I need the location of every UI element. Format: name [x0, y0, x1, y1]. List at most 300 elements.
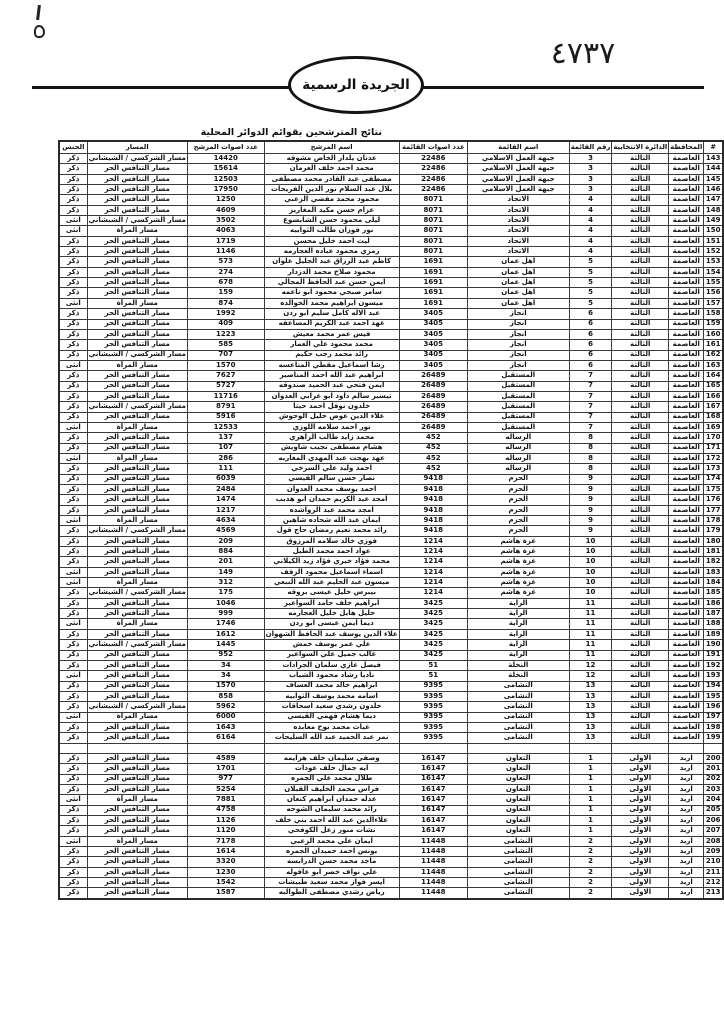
cell-list-votes: 11448 — [399, 888, 467, 899]
cell-governorate: العاصمة — [669, 526, 704, 536]
cell-gender: انثى — [59, 516, 87, 526]
cell-track: مسار الشركسي / الشيشاني — [87, 350, 187, 360]
cell-governorate: اربد — [669, 764, 704, 774]
cell-list-name: النشامى — [467, 847, 569, 857]
cell-list-name: النخلة — [467, 660, 569, 670]
cell-list-votes: 9418 — [399, 526, 467, 536]
cell-gender: انثى — [59, 567, 87, 577]
cell-list-name: انجاز — [467, 309, 569, 319]
cell-track: مسار التنافس الحر — [87, 371, 187, 381]
cell-candidate-votes: 17950 — [187, 185, 264, 195]
cell-governorate: العاصمة — [669, 381, 704, 391]
cell-candidate-votes: 1250 — [187, 195, 264, 205]
cell-candidate-name: ليلى محمود حسن الشابسوغ — [264, 216, 399, 226]
result-row — [59, 660, 723, 670]
cell-list-number: 8 — [569, 453, 612, 463]
cell-district: الثالثة — [612, 443, 669, 453]
cell-candidate-votes: 1643 — [187, 722, 264, 732]
cell-list-name: اهل عمان — [467, 298, 569, 308]
header-row-number: # — [704, 141, 723, 154]
cell-list-votes: 1214 — [399, 578, 467, 588]
cell-list-number: 6 — [569, 350, 612, 360]
cell-track: مسار التنافس الحر — [87, 257, 187, 267]
cell-row-number: 147 — [704, 195, 723, 205]
cell-row-number: 211 — [704, 867, 723, 877]
cell-district: الثالثة — [612, 660, 669, 670]
cell-candidate-votes: 1587 — [187, 888, 264, 899]
cell-list-number: 6 — [569, 340, 612, 350]
cell-list-number: 6 — [569, 319, 612, 329]
cell-gender: ذكر — [59, 526, 87, 536]
cell-district: الثالثة — [612, 505, 669, 515]
cell-list-number: 1 — [569, 826, 612, 836]
cell-governorate: العاصمة — [669, 578, 704, 588]
result-row — [59, 826, 723, 836]
cell-governorate: العاصمة — [669, 278, 704, 288]
result-row — [59, 505, 723, 515]
cell-list-name: النشامى — [467, 722, 569, 732]
cell-candidate-name: خليل هايل خليل العجارمه — [264, 609, 399, 619]
cell-list-name: المستقبل — [467, 371, 569, 381]
cell-gender: ذكر — [59, 391, 87, 401]
cell-row-number: 172 — [704, 453, 723, 463]
cell-candidate-votes: 1474 — [187, 495, 264, 505]
cell-governorate: العاصمة — [669, 464, 704, 474]
cell-candidate-name: ديما ايمن عيسى ابو ردن — [264, 619, 399, 629]
cell-district: الثالثة — [612, 567, 669, 577]
cell-candidate-name: امجد محمد عبد الرواشده — [264, 505, 399, 515]
result-row — [59, 847, 723, 857]
cell-gender: ذكر — [59, 722, 87, 732]
cell-district: الثالثة — [612, 722, 669, 732]
cell-list-votes: 1691 — [399, 267, 467, 277]
cell-list-name: الراية — [467, 640, 569, 650]
cell-gender: ذكر — [59, 185, 87, 195]
cell-list-number: 8 — [569, 464, 612, 474]
cell-candidate-name: محمد فؤاد خيري فؤاد زيد الكيلاني — [264, 557, 399, 567]
cell-track: مسار التنافس الحر — [87, 857, 187, 867]
cell-candidate-votes: 201 — [187, 557, 264, 567]
cell-governorate: العاصمة — [669, 402, 704, 412]
cell-candidate-votes: 573 — [187, 257, 264, 267]
cell-list-votes: 22486 — [399, 174, 467, 184]
cell-candidate-votes: 4589 — [187, 753, 264, 763]
cell-gender: ذكر — [59, 588, 87, 598]
result-row — [59, 216, 723, 226]
cell-row-number: 184 — [704, 578, 723, 588]
result-row — [59, 288, 723, 298]
cell-governorate: العاصمة — [669, 226, 704, 236]
cell-list-number: 11 — [569, 619, 612, 629]
cell-governorate: اربد — [669, 878, 704, 888]
cell-row-number: 189 — [704, 629, 723, 639]
cell-candidate-name: عبد الاله كامل سليم ابو ردن — [264, 309, 399, 319]
cell-governorate: العاصمة — [669, 340, 704, 350]
cell-candidate-votes: 12503 — [187, 174, 264, 184]
cell-candidate-votes: 5254 — [187, 784, 264, 794]
cell-candidate-name: رائد محمد رجب حكيم — [264, 350, 399, 360]
cell-governorate: العاصمة — [669, 164, 704, 174]
cell-candidate-name: فراس محمد الخليف القبلان — [264, 784, 399, 794]
cell-gender: ذكر — [59, 826, 87, 836]
cell-row-number: 153 — [704, 257, 723, 267]
cell-list-name: النشامى — [467, 712, 569, 722]
cell-gender: ذكر — [59, 464, 87, 474]
cell-list-name: انجاز — [467, 350, 569, 360]
cell-governorate: العاصمة — [669, 236, 704, 246]
result-row — [59, 805, 723, 815]
cell-list-number: 9 — [569, 505, 612, 515]
cell-row-number: 145 — [704, 174, 723, 184]
cell-list-number: 6 — [569, 309, 612, 319]
cell-list-name: غزة هاشم — [467, 567, 569, 577]
cell-row-number: 190 — [704, 640, 723, 650]
cell-track: مسار التنافس الحر — [87, 805, 187, 815]
cell-list-votes: 452 — [399, 443, 467, 453]
cell-list-name: التعاون — [467, 753, 569, 763]
cell-list-number: 7 — [569, 391, 612, 401]
cell-list-name: جبهة العمل الاسلامي — [467, 154, 569, 164]
cell-list-number: 8 — [569, 433, 612, 443]
cell-candidate-votes: 1126 — [187, 816, 264, 826]
cell-row-number: 162 — [704, 350, 723, 360]
cell-list-name: انجاز — [467, 319, 569, 329]
cell-row-number: 177 — [704, 505, 723, 515]
cell-candidate-name: ابراهيم خلف حامد السواعير — [264, 598, 399, 608]
cell-gender: ذكر — [59, 164, 87, 174]
cell-track: مسار التنافس الحر — [87, 236, 187, 246]
cell-list-number: 13 — [569, 712, 612, 722]
cell-list-number: 3 — [569, 164, 612, 174]
cell-list-name: الحزم — [467, 485, 569, 495]
cell-list-name: النشامى — [467, 733, 569, 743]
cell-row-number: 183 — [704, 567, 723, 577]
cell-governorate: العاصمة — [669, 185, 704, 195]
cell-list-number: 9 — [569, 485, 612, 495]
cell-district: الثالثة — [612, 154, 669, 164]
cell-candidate-votes: 952 — [187, 650, 264, 660]
cell-governorate: اربد — [669, 847, 704, 857]
cell-governorate: العاصمة — [669, 536, 704, 546]
cell-list-name: التعاون — [467, 805, 569, 815]
cell-list-votes: 16147 — [399, 764, 467, 774]
cell-list-name: جبهة العمل الاسلامي — [467, 164, 569, 174]
cell-candidate-votes: 7881 — [187, 795, 264, 805]
result-row — [59, 784, 723, 794]
cell-list-name: الراية — [467, 598, 569, 608]
cell-gender: ذكر — [59, 381, 87, 391]
cell-gender: ذكر — [59, 640, 87, 650]
result-row — [59, 154, 723, 164]
cell-district: الثالثة — [612, 536, 669, 546]
cell-track: مسار التنافس الحر — [87, 288, 187, 298]
cell-list-votes: 11448 — [399, 847, 467, 857]
cell-district: الاولى — [612, 867, 669, 877]
cell-candidate-name: عزام حسن مكيد المغاريز — [264, 205, 399, 215]
cell-candidate-name: عهد بهجت عبد المهدي المغاربه — [264, 453, 399, 463]
cell-list-number: 10 — [569, 578, 612, 588]
cell-candidate-name: عواد احمد محمد الطيل — [264, 547, 399, 557]
cell-district: الاولى — [612, 805, 669, 815]
cell-governorate: العاصمة — [669, 588, 704, 598]
cell-list-name: انجاز — [467, 360, 569, 370]
cell-list-votes: 26489 — [399, 422, 467, 432]
cell-row-number: 146 — [704, 185, 723, 195]
cell-list-number: 11 — [569, 598, 612, 608]
cell-track: مسار المرأة — [87, 226, 187, 236]
cell-gender: ذكر — [59, 267, 87, 277]
cell-list-votes: 3405 — [399, 319, 467, 329]
cell-gender: انثى — [59, 453, 87, 463]
cell-row-number: 204 — [704, 795, 723, 805]
result-row — [59, 650, 723, 660]
result-row — [59, 309, 723, 319]
cell-gender: ذكر — [59, 154, 87, 164]
cell-candidate-name: ميسون عبد الحليم عبد الله النبعي — [264, 578, 399, 588]
cell-row-number: 175 — [704, 485, 723, 495]
result-row — [59, 557, 723, 567]
cell-track: مسار التنافس الحر — [87, 567, 187, 577]
result-row — [59, 536, 723, 546]
cell-candidate-votes: 1120 — [187, 826, 264, 836]
cell-candidate-votes: 14420 — [187, 154, 264, 164]
cell-gender: انثى — [59, 619, 87, 629]
cell-gender: ذكر — [59, 681, 87, 691]
cell-track: مسار التنافس الحر — [87, 278, 187, 288]
cell-district: الثالثة — [612, 381, 669, 391]
cell-governorate: العاصمة — [669, 412, 704, 422]
cell-row-number: 167 — [704, 402, 723, 412]
cell-gender: ذكر — [59, 857, 87, 867]
cell-candidate-votes: 874 — [187, 298, 264, 308]
cell-list-name: المستقبل — [467, 381, 569, 391]
cell-gender: ذكر — [59, 350, 87, 360]
cell-list-number: 1 — [569, 774, 612, 784]
cell-district: الثالثة — [612, 702, 669, 712]
cell-gender: ذكر — [59, 236, 87, 246]
cell-track: مسار التنافس الحر — [87, 412, 187, 422]
cell-row-number: 205 — [704, 805, 723, 815]
cell-candidate-votes: 149 — [187, 567, 264, 577]
cell-track: مسار التنافس الحر — [87, 536, 187, 546]
cell-governorate: العاصمة — [669, 309, 704, 319]
result-row — [59, 350, 723, 360]
cell-governorate: العاصمة — [669, 505, 704, 515]
cell-gender: انثى — [59, 836, 87, 846]
cell-district: الثالثة — [612, 174, 669, 184]
cell-governorate: اربد — [669, 816, 704, 826]
cell-candidate-votes: 884 — [187, 547, 264, 557]
cell-candidate-votes: 1230 — [187, 867, 264, 877]
cell-governorate: العاصمة — [669, 288, 704, 298]
cell-track: مسار التنافس الحر — [87, 764, 187, 774]
cell-district: الثالثة — [612, 205, 669, 215]
cell-row-number: 171 — [704, 443, 723, 453]
cell-row-number: 152 — [704, 247, 723, 257]
cell-candidate-votes: 111 — [187, 464, 264, 474]
cell-candidate-votes: 1046 — [187, 598, 264, 608]
cell-gender: ذكر — [59, 443, 87, 453]
cell-gender: ذكر — [59, 650, 87, 660]
cell-governorate: اربد — [669, 888, 704, 899]
cell-gender: ذكر — [59, 660, 87, 670]
cell-candidate-name: محمود محمد مفضي الزعبي — [264, 195, 399, 205]
cell-track: مسار الشركسي / الشيشاني — [87, 402, 187, 412]
result-row — [59, 174, 723, 184]
cell-list-votes: 16147 — [399, 795, 467, 805]
cell-track: مسار المرأة — [87, 360, 187, 370]
cell-governorate: العاصمة — [669, 433, 704, 443]
cell-list-name: الراية — [467, 619, 569, 629]
cell-governorate: العاصمة — [669, 350, 704, 360]
cell-district: الثالثة — [612, 412, 669, 422]
cell-governorate: العاصمة — [669, 257, 704, 267]
cell-list-name: الرساله — [467, 443, 569, 453]
cell-list-name: المستقبل — [467, 402, 569, 412]
cell-candidate-name: خلدون رشدي سعيد اسحاقات — [264, 702, 399, 712]
cell-track: مسار التنافس الحر — [87, 195, 187, 205]
cell-district: الاولى — [612, 826, 669, 836]
result-row — [59, 267, 723, 277]
cell-district: الثالثة — [612, 691, 669, 701]
cell-row-number: 164 — [704, 371, 723, 381]
cell-candidate-name: فيصل غازي سلمان الجرادات — [264, 660, 399, 670]
cell-candidate-name: ايمان عبد الله شحاده شاهين — [264, 516, 399, 526]
cell-track: مسار الشركسي / الشيشاني — [87, 702, 187, 712]
result-row — [59, 888, 723, 899]
cell-list-name: المستقبل — [467, 422, 569, 432]
result-row — [59, 422, 723, 432]
cell-track: مسار التنافس الحر — [87, 722, 187, 732]
cell-candidate-name: نمر عبد الحميد عبد الله السليحات — [264, 733, 399, 743]
cell-list-name: النشامى — [467, 691, 569, 701]
cell-list-number: 10 — [569, 557, 612, 567]
cell-list-number: 13 — [569, 691, 612, 701]
cell-district: الثالثة — [612, 516, 669, 526]
cell-list-number: 2 — [569, 847, 612, 857]
cell-row-number: 192 — [704, 660, 723, 670]
cell-governorate: العاصمة — [669, 195, 704, 205]
cell-track — [87, 743, 187, 753]
cell-list-name: غزة هاشم — [467, 588, 569, 598]
cell-candidate-votes: 1542 — [187, 878, 264, 888]
cell-governorate: العاصمة — [669, 267, 704, 277]
cell-candidate-name: رمزي محمود عباده العجارمه — [264, 247, 399, 257]
cell-list-votes: 1691 — [399, 257, 467, 267]
result-row — [59, 226, 723, 236]
cell-track: مسار التنافس الحر — [87, 888, 187, 899]
cell-row-number: 185 — [704, 588, 723, 598]
cell-list-votes: 26489 — [399, 381, 467, 391]
result-row — [59, 764, 723, 774]
result-row — [59, 443, 723, 453]
cell-list-number: 2 — [569, 857, 612, 867]
cell-list-name: الحزم — [467, 505, 569, 515]
cell-track: مسار التنافس الحر — [87, 878, 187, 888]
result-row — [59, 867, 723, 877]
results-table-body — [59, 154, 723, 899]
cell-district: الثالثة — [612, 236, 669, 246]
cell-track: مسار التنافس الحر — [87, 557, 187, 567]
cell-candidate-name: قيس عمر محمد معيش — [264, 329, 399, 339]
result-row — [59, 329, 723, 339]
cell-list-votes: 51 — [399, 671, 467, 681]
cell-list-number: 6 — [569, 360, 612, 370]
cell-governorate: العاصمة — [669, 371, 704, 381]
cell-candidate-name: نصار حسن سالم القيسي — [264, 474, 399, 484]
cell-list-number: 11 — [569, 629, 612, 639]
cell-district: الثالثة — [612, 278, 669, 288]
cell-gender: ذكر — [59, 309, 87, 319]
cell-row-number: 197 — [704, 712, 723, 722]
header-list-votes: عدد اصوات القائمة — [399, 141, 467, 154]
cell-row-number: 143 — [704, 154, 723, 164]
cell-candidate-votes: 999 — [187, 609, 264, 619]
cell-list-name: جبهة العمل الاسلامي — [467, 185, 569, 195]
cell-candidate-name: اسماء اسماعيل محمود الزقف — [264, 567, 399, 577]
cell-list-name: اهل عمان — [467, 278, 569, 288]
result-row — [59, 185, 723, 195]
cell-district: الثالثة — [612, 391, 669, 401]
cell-candidate-votes: 4063 — [187, 226, 264, 236]
cell-candidate-name: وصفي سليمان خلف هزايمه — [264, 753, 399, 763]
cell-list-votes: 11448 — [399, 867, 467, 877]
cell-list-number: 12 — [569, 671, 612, 681]
cell-district: الاولى — [612, 795, 669, 805]
cell-gender: انثى — [59, 795, 87, 805]
cell-gender: ذكر — [59, 888, 87, 899]
cell-row-number: 174 — [704, 474, 723, 484]
cell-list-votes: 3405 — [399, 329, 467, 339]
cell-list-name: الحزم — [467, 526, 569, 536]
cell-list-number: 7 — [569, 422, 612, 432]
cell-track: مسار التنافس الحر — [87, 433, 187, 443]
cell-candidate-votes: 7627 — [187, 371, 264, 381]
cell-gender: ذكر — [59, 412, 87, 422]
cell-row-number: 169 — [704, 422, 723, 432]
cell-track: مسار الشركسي / الشيشاني — [87, 526, 187, 536]
cell-candidate-votes: 1719 — [187, 236, 264, 246]
cell-list-votes: 3405 — [399, 360, 467, 370]
cell-list-votes: 1214 — [399, 547, 467, 557]
cell-district: الثالثة — [612, 226, 669, 236]
cell-list-name: المستقبل — [467, 391, 569, 401]
cell-gender: ذكر — [59, 195, 87, 205]
cell-district: الثالثة — [612, 629, 669, 639]
result-row — [59, 391, 723, 401]
cell-district: الثالثة — [612, 474, 669, 484]
cell-row-number: 158 — [704, 309, 723, 319]
cell-list-votes: 452 — [399, 433, 467, 443]
cell-candidate-name: بلال عبد السلام نور الدين الفريحات — [264, 185, 399, 195]
cell-list-votes: 9418 — [399, 495, 467, 505]
header-gender: الجنس — [59, 141, 87, 154]
cell-track: مسار التنافس الحر — [87, 495, 187, 505]
cell-candidate-name: نور فوزان طالب الثوابيه — [264, 226, 399, 236]
result-row — [59, 381, 723, 391]
cell-candidate-votes: 1223 — [187, 329, 264, 339]
result-row — [59, 526, 723, 536]
cell-district: الثالثة — [612, 340, 669, 350]
cell-list-votes: 9418 — [399, 474, 467, 484]
cell-candidate-name: محمد احمد خلف العرمان — [264, 164, 399, 174]
cell-governorate: العاصمة — [669, 702, 704, 712]
cell-row-number: 203 — [704, 784, 723, 794]
cell-governorate: العاصمة — [669, 174, 704, 184]
cell-district: الثالثة — [612, 640, 669, 650]
result-row — [59, 340, 723, 350]
cell-row-number: 202 — [704, 774, 723, 784]
